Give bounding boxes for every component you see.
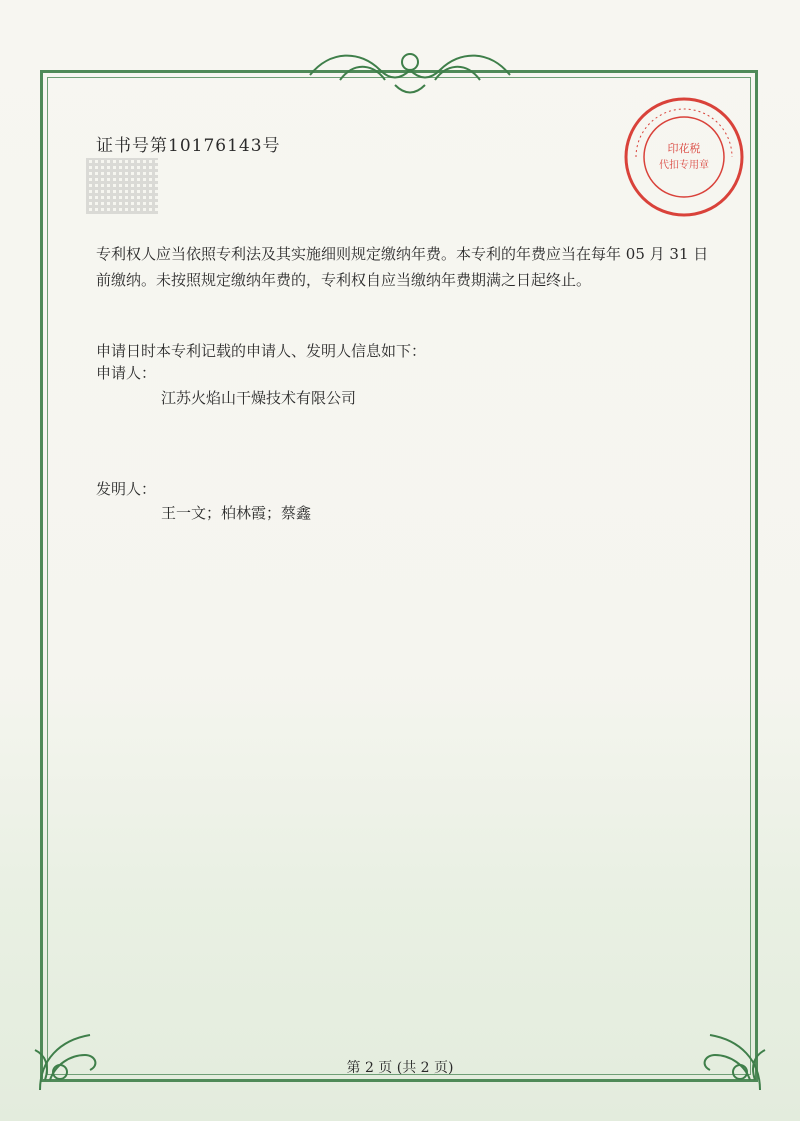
- red-seal-stamp: [622, 95, 746, 219]
- annual-fee-notice-line2: 前缴纳。未按照规定缴纳年费的，专利权自应当缴纳年费期满之日起终止。: [96, 271, 592, 289]
- inventor-names: 王一文；柏林霞；蔡鑫: [161, 504, 312, 522]
- applicant-label: 申请人：: [96, 364, 157, 382]
- top-ornament: [300, 40, 520, 100]
- page-number: 第 2 页 (共 2 页): [346, 1060, 454, 1076]
- seal-center-line2: 代扣专用章: [659, 160, 709, 171]
- applicant-name: 江苏火焰山干燥技术有限公司: [161, 389, 357, 407]
- bottom-right-ornament: [680, 1010, 770, 1100]
- seal-center-line1: 印花税: [667, 142, 701, 155]
- bottom-left-ornament: [30, 1010, 120, 1100]
- applicant-info-intro: 申请日时本专利记载的申请人、发明人信息如下：: [96, 342, 427, 360]
- inner-border: [47, 77, 751, 1075]
- certificate-number: 证书号第10176143号: [96, 136, 281, 156]
- inventor-label: 发明人：: [96, 480, 157, 498]
- faded-qr-code: [86, 158, 158, 214]
- annual-fee-notice-line1: 专利权人应当依照专利法及其实施细则规定缴纳年费。本专利的年费应当在每年 05 月 31 日: [96, 245, 709, 263]
